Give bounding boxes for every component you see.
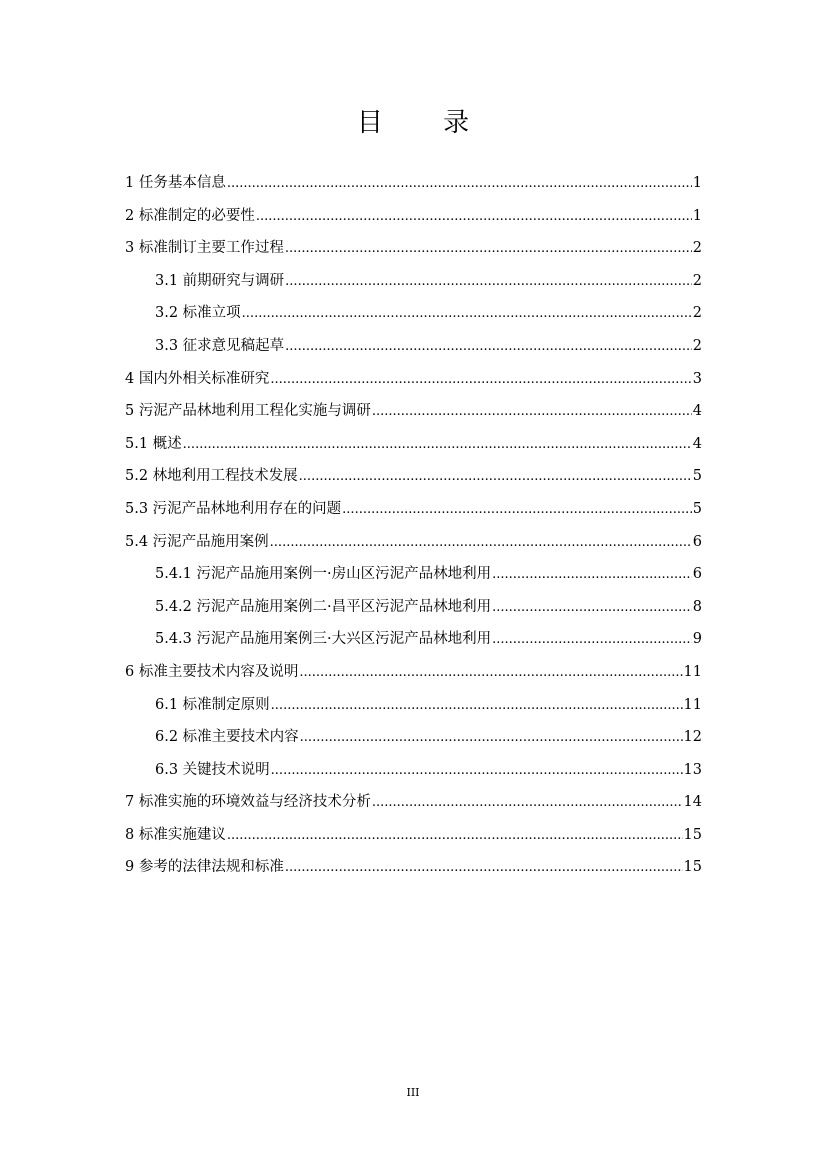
toc-entry-page: 2 bbox=[692, 305, 702, 322]
toc-entry-page: 3 bbox=[692, 370, 702, 387]
toc-entry-title: 2 标准制定的必要性 bbox=[125, 207, 255, 224]
toc-entry-page: 15 bbox=[683, 859, 702, 876]
toc-entry[interactable] bbox=[125, 661, 702, 694]
toc-entry-title: 5.2 林地利用工程技术发展 bbox=[125, 468, 298, 485]
toc-entry-title: 8 标准实施建议 bbox=[125, 826, 226, 843]
toc-entry[interactable] bbox=[125, 531, 702, 564]
toc-entry[interactable] bbox=[125, 791, 702, 824]
toc-dot-leader bbox=[242, 303, 692, 325]
toc-entry[interactable] bbox=[125, 400, 702, 433]
toc-dot-leader bbox=[256, 206, 692, 228]
toc-dot-leader bbox=[285, 336, 692, 358]
toc-entry-page: 9 bbox=[692, 631, 702, 648]
toc-entry-title: 5.3 污泥产品林地利用存在的问题 bbox=[125, 500, 342, 517]
toc-entry-page: 8 bbox=[692, 598, 702, 615]
toc-dot-leader bbox=[227, 173, 692, 195]
toc-entry[interactable] bbox=[125, 205, 702, 238]
toc-entry[interactable] bbox=[125, 172, 702, 205]
toc-entry-page: 6 bbox=[692, 566, 702, 583]
toc-entry-title: 5.4 污泥产品施用案例 bbox=[125, 533, 269, 550]
toc-dot-leader bbox=[285, 238, 692, 260]
toc-entry-title: 3.3 征求意见稿起草 bbox=[155, 337, 285, 354]
toc-entry-title: 6.2 标准主要技术内容 bbox=[155, 729, 299, 746]
toc-entry-page: 15 bbox=[683, 826, 702, 843]
toc-dot-leader bbox=[285, 857, 683, 879]
toc-entry[interactable] bbox=[125, 759, 702, 792]
page-number: III bbox=[406, 1086, 420, 1099]
toc-entry[interactable] bbox=[125, 433, 702, 466]
toc-dot-leader bbox=[227, 825, 683, 847]
toc-entry-page: 12 bbox=[683, 729, 702, 746]
toc-entry-page: 4 bbox=[692, 435, 702, 452]
toc-entry[interactable] bbox=[125, 563, 702, 596]
toc-dot-leader bbox=[492, 597, 692, 619]
toc-entry-page: 13 bbox=[683, 761, 702, 778]
toc-dot-leader bbox=[342, 499, 692, 521]
toc-entry-page: 14 bbox=[683, 794, 702, 811]
table-of-contents bbox=[125, 172, 702, 889]
toc-entry-page: 11 bbox=[683, 696, 702, 713]
toc-dot-leader bbox=[285, 271, 692, 293]
toc-entry-title: 3 标准制订主要工作过程 bbox=[125, 240, 284, 257]
toc-entry-page: 2 bbox=[692, 272, 702, 289]
toc-entry-page: 5 bbox=[692, 500, 702, 517]
toc-entry-page: 6 bbox=[692, 533, 702, 550]
toc-entry[interactable] bbox=[125, 335, 702, 368]
toc-dot-leader bbox=[372, 401, 692, 423]
toc-entry[interactable] bbox=[125, 302, 702, 335]
toc-entry-page: 11 bbox=[683, 663, 702, 680]
toc-entry-title: 7 标准实施的环境效益与经济技术分析 bbox=[125, 794, 371, 811]
toc-entry[interactable] bbox=[125, 726, 702, 759]
toc-entry[interactable] bbox=[125, 856, 702, 889]
toc-entry-title: 3.1 前期研究与调研 bbox=[155, 272, 285, 289]
toc-dot-leader bbox=[271, 760, 683, 782]
toc-entry-page: 2 bbox=[692, 240, 702, 257]
toc-entry-title: 5 污泥产品林地利用工程化实施与调研 bbox=[125, 403, 371, 420]
toc-entry-page: 1 bbox=[692, 207, 702, 224]
toc-dot-leader bbox=[492, 564, 692, 586]
toc-entry-title: 5.4.1 污泥产品施用案例一·房山区污泥产品林地利用 bbox=[155, 566, 492, 583]
toc-dot-leader bbox=[299, 466, 692, 488]
page-title: 目 录 bbox=[356, 108, 496, 138]
toc-dot-leader bbox=[492, 629, 692, 651]
toc-dot-leader bbox=[299, 662, 682, 684]
toc-entry-title: 5.4.2 污泥产品施用案例二·昌平区污泥产品林地利用 bbox=[155, 598, 492, 615]
toc-entry[interactable] bbox=[125, 596, 702, 629]
toc-entry-page: 5 bbox=[692, 468, 702, 485]
toc-entry-page: 1 bbox=[692, 175, 702, 191]
toc-entry-page: 2 bbox=[692, 337, 702, 354]
toc-entry-title: 5.4.3 污泥产品施用案例三·大兴区污泥产品林地利用 bbox=[155, 631, 492, 648]
toc-entry-page: 4 bbox=[692, 403, 702, 420]
toc-entry-title: 4 国内外相关标准研究 bbox=[125, 370, 270, 387]
toc-entry[interactable] bbox=[125, 270, 702, 303]
toc-entry-title: 5.1 概述 bbox=[125, 435, 182, 452]
toc-entry-title: 9 参考的法律法规和标准 bbox=[125, 859, 284, 876]
toc-entry[interactable] bbox=[125, 237, 702, 270]
toc-dot-leader bbox=[372, 792, 683, 814]
toc-entry[interactable] bbox=[125, 628, 702, 661]
toc-entry-title: 6 标准主要技术内容及说明 bbox=[125, 663, 299, 680]
toc-entry[interactable] bbox=[125, 465, 702, 498]
toc-entry[interactable] bbox=[125, 368, 702, 401]
toc-entry[interactable] bbox=[125, 498, 702, 531]
toc-dot-leader bbox=[271, 695, 683, 717]
toc-dot-leader bbox=[183, 434, 692, 456]
toc-dot-leader bbox=[270, 369, 691, 391]
toc-entry[interactable] bbox=[125, 824, 702, 857]
toc-entry-title: 3.2 标准立项 bbox=[155, 305, 241, 322]
toc-entry-title: 6.3 关键技术说明 bbox=[155, 761, 270, 778]
toc-entry-title: 6.1 标准制定原则 bbox=[155, 696, 270, 713]
toc-dot-leader bbox=[270, 532, 692, 554]
toc-entry[interactable] bbox=[125, 694, 702, 727]
toc-dot-leader bbox=[300, 727, 683, 749]
toc-entry-title: 1 任务基本信息 bbox=[125, 175, 226, 191]
